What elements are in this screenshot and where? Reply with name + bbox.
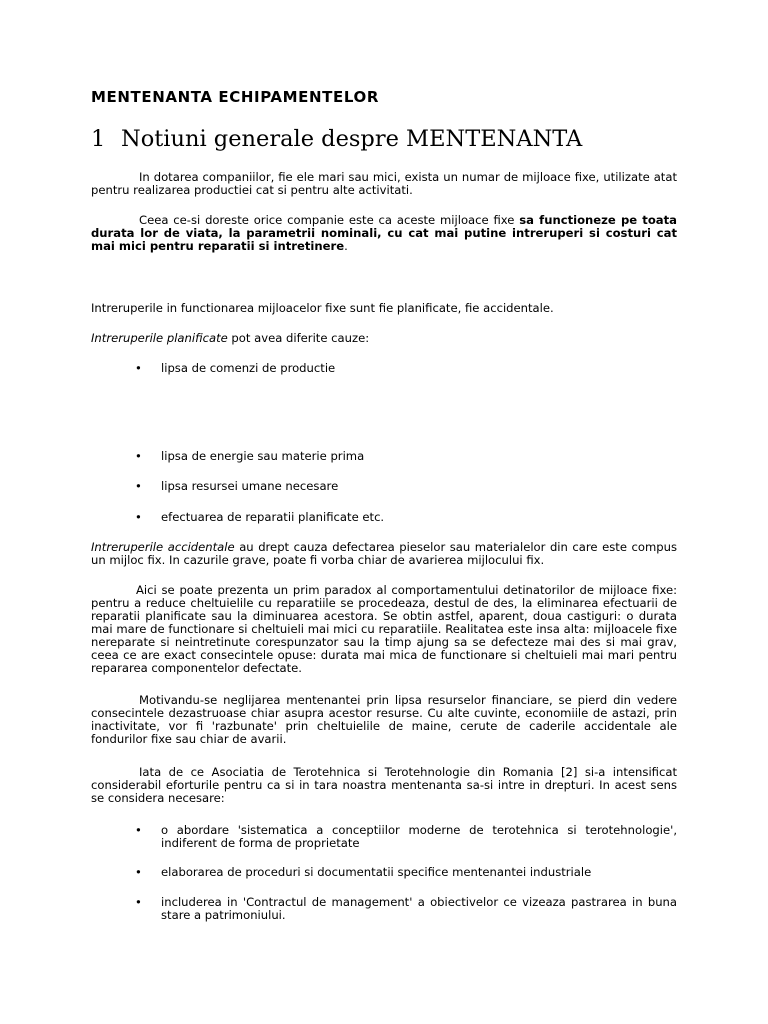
section-number: 1 [91, 126, 106, 152]
list-item-text: o abordare 'sistematica a conceptiilor moderne de terotehnica si terotehnologie', indiferent de forma de proprietate [161, 823, 677, 850]
paragraph-association: Iata de ce Asociatia de Terotehnica si Terotehnologie din Romania [2] si-a intensificat considerabil eforturile pentru ca si in tara noastra mentenanta sa-si intre in drepturi. In acest sens se considera necesare: [91, 765, 677, 805]
bullet-icon: • [135, 449, 142, 463]
document-title: MENTENANTA ECHIPAMENTELOR [91, 88, 379, 106]
section-title: Notiuni generale despre MENTENANTA [121, 126, 583, 152]
list-item-text: elaborarea de proceduri si documentatii specifice mentenantei industriale [161, 865, 592, 879]
section-heading [91, 125, 582, 153]
bullet-icon: • [135, 479, 142, 493]
paragraph-accidental-interruptions [91, 541, 677, 567]
paragraph-company-goal-emphasis: sa functioneze pe toata durata lor de viata, la parametrii nominali, cu cat mai putine intreruperi si costuri cat mai mici pentru reparatii si intretinere [91, 213, 677, 253]
paragraph-intro: In dotarea companiilor, fie ele mari sau mici, exista un numar de mijloace fixe, utilizate atat pentru realizarea productiei cat si pentru alte activitati. [91, 170, 677, 197]
bullet-icon: • [135, 823, 142, 837]
planned-interruptions-text: pot avea diferite cauze: [227, 331, 370, 345]
bullet-icon: • [135, 510, 142, 524]
planned-interruptions-term: Intreruperile planificate [91, 331, 228, 345]
bullet-icon: • [135, 895, 142, 909]
list-item-text: lipsa de comenzi de productie [161, 361, 336, 375]
paragraph-paradox: Aici se poate prezenta un prim paradox al comportamentului detinatorilor de mijloace fixe: pentru a reduce cheltuielile cu reparatiile se procedeaza, destul de des, la eliminarea efectuarii de reparatii planificate sau la diminuarea acestora. Se obtin astfel, aparent, doua castiguri: o durata mai mare de functionare si cheltuieli mai mici cu reparatiile. Realitatea este insa alta: mijloacele fixe nereparate si neintretinute corespunzator sau la timp ajung sa se defecteze mai des si mai grav, ceea ce are exact consecintele opuse: durata mai mica de functionare si cheltuieli mai mari pentru repararea componentelor defectate. [91, 583, 677, 675]
list-item-text: includerea in 'Contractul de management' a obiectivelor ce vizeaza pastrarea in buna stare a patrimoniului. [161, 895, 677, 922]
paragraph-company-goal [91, 214, 677, 253]
paragraph-company-goal-text: Ceea ce-si doreste orice companie este ca aceste mijloace fixe [139, 213, 520, 227]
bullet-icon: • [135, 865, 142, 879]
list-item-text: lipsa resursei umane necesare [161, 479, 339, 493]
list-item-text: efectuarea de reparatii planificate etc. [161, 510, 385, 524]
paragraph-interruptions: Intreruperile in functionarea mijloacelor fixe sunt fie planificate, fie accidentale. [91, 301, 554, 315]
bullet-icon: • [135, 361, 142, 375]
list-item-text: lipsa de energie sau materie prima [161, 449, 365, 463]
paragraph-company-goal-end: . [344, 239, 348, 253]
paragraph-neglect: Motivandu-se neglijarea mentenantei prin lipsa resurselor financiare, se pierd din vedere consecintele dezastruoase chiar asupra acestor resurse. Cu alte cuvinte, economiile de astazi, prin inactivitate, vor fi 'razbunate' prin cheltuielile de maine, cerute de caderile accidentale ale fondurilor fixe sau chiar de avarii. [91, 693, 677, 746]
accidental-interruptions-term: Intreruperile accidentale [91, 540, 235, 554]
accidental-interruptions-text: au drept cauza defectarea pieselor sau materialelor din care este compus un mijloc fix. In cazurile grave, poate fi vorba chiar de avarierea mijlocului fix. [91, 540, 678, 567]
paragraph-planned-interruptions [91, 332, 677, 345]
